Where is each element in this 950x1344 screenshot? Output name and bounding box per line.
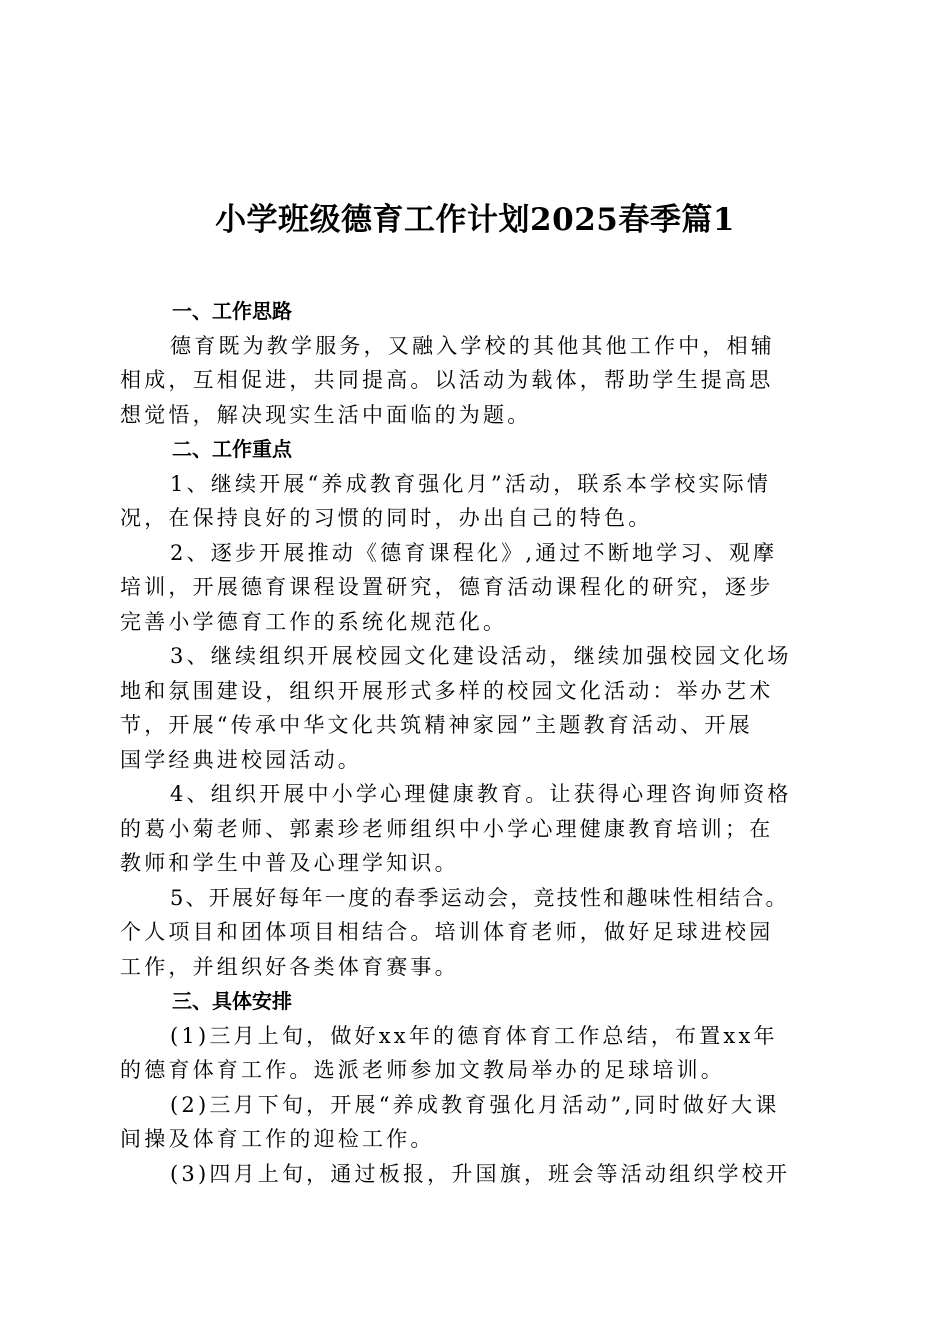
paragraph-line: 国学经典进校园活动。 — [120, 747, 362, 772]
paragraph-line: (1)三月上旬，做好xx年的德育体育工作总结，布置xx年 — [170, 1023, 778, 1048]
paragraph-line: 地和氛围建设，组织开展形式多样的校园文化活动：举办艺术 — [120, 678, 774, 703]
paragraph-line: 的德育体育工作。选派老师参加文教局举办的足球培训。 — [120, 1058, 725, 1082]
paragraph — [120, 639, 832, 777]
paragraph-line: 德育既为教学服务，又融入学校的其他其他工作中，相辅 — [170, 333, 775, 358]
paragraph — [120, 467, 832, 536]
paragraph — [120, 881, 832, 985]
paragraph — [120, 536, 832, 640]
section-heading-work-approach: 一、工作思路 — [172, 299, 292, 323]
paragraph — [120, 1088, 832, 1157]
paragraph-line: (3)四月上旬，通过板报，升国旗，班会等活动组织学校开 — [170, 1161, 791, 1186]
section-heading-specific-arrangements: 三、具体安排 — [172, 989, 292, 1013]
paragraph-line: 3、继续组织开展校园文化建设活动，继续加强校园文化场 — [170, 644, 792, 668]
paragraph-line: 培训，开展德育课程设置研究，德育活动课程化的研究，逐步 — [120, 575, 774, 599]
paragraph — [120, 777, 832, 881]
paragraph-line: 的葛小菊老师、郭素珍老师组织中小学心理健康教育培训；在 — [120, 816, 774, 841]
paragraph-line: 教师和学生中普及心理学知识。 — [120, 851, 459, 875]
paragraph-line: 况，在保持良好的习惯的同时，办出自己的特色。 — [120, 506, 653, 530]
section-heading-work-focus: 二、工作重点 — [172, 437, 292, 461]
paragraph — [120, 1019, 832, 1088]
paragraph-line: 想觉悟，解决现实生活中面临的为题。 — [120, 402, 532, 427]
paragraph-line: 4、组织开展中小学心理健康教育。让获得心理咨询师资格 — [170, 782, 792, 806]
document-body — [120, 294, 832, 1191]
page-title: 小学班级德育工作计划2025春季篇1 — [215, 202, 735, 238]
paragraph — [120, 329, 832, 433]
paragraph-line: 间操及体育工作的迎检工作。 — [120, 1127, 435, 1151]
paragraph-line: 节，开展“传承中华文化共筑精神家园”主题教育活动、开展 — [120, 713, 753, 737]
paragraph — [120, 1157, 832, 1192]
paragraph-line: 工作，并组织好各类体育赛事。 — [120, 954, 459, 979]
paragraph-line: 完善小学德育工作的系统化规范化。 — [120, 609, 508, 634]
paragraph-line: 2、逐步开展推动《德育课程化》,通过不断地学习、观摩 — [170, 540, 778, 565]
paragraph-line: 5、开展好每年一度的春季运动会，竞技性和趣味性相结合。 — [170, 885, 789, 910]
paragraph-line: (2)三月下旬，开展“养成教育强化月活动”,同时做好大课 — [170, 1092, 780, 1117]
paragraph-line: 相成，互相促进，共同提高。以活动为载体，帮助学生提高思 — [120, 368, 774, 392]
paragraph-line: 1、继续开展“养成教育强化月”活动，联系本学校实际情 — [170, 471, 772, 496]
paragraph-line: 个人项目和团体项目相结合。培训体育老师，做好足球进校园 — [120, 920, 774, 944]
